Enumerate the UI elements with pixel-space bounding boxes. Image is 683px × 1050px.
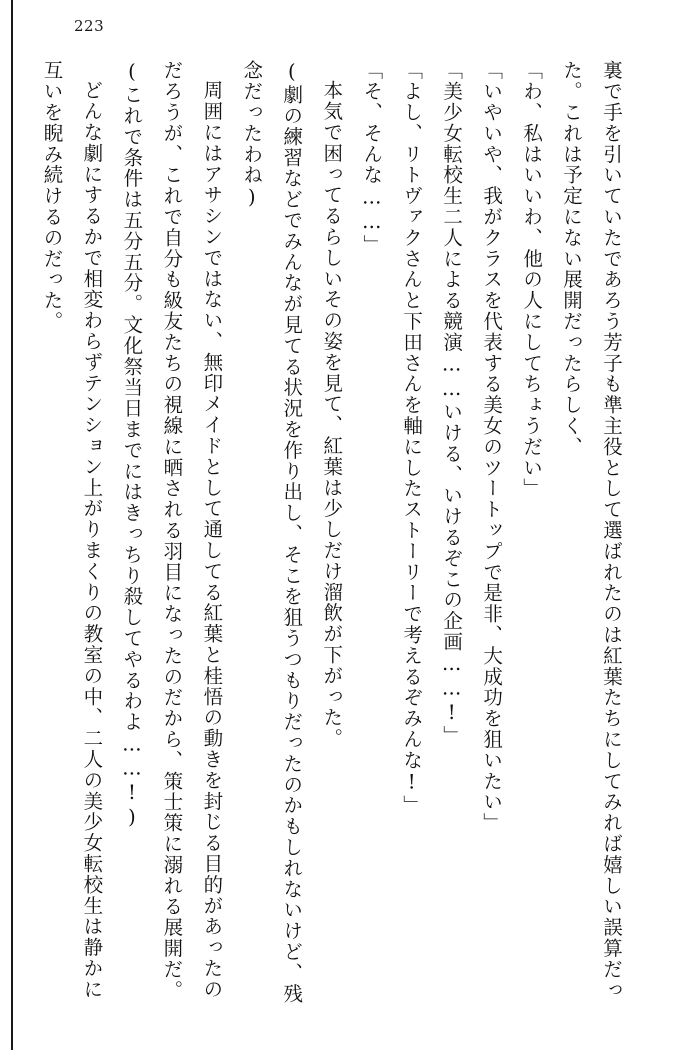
paragraph: 「よし、リトヴァクさんと下田さんを軸にしたストーリーで考えるぞみんな!」 (400, 60, 424, 816)
novel-body-text (40, 60, 631, 1015)
paragraph: 周囲にはアサシンではない、無印メイドとして通してる紅葉と桂悟の動きを封じる目的があったのだろうが、これで自分も級友たちの視線に晒される羽目になったのだから、策士策に溺れる展開だ。 (160, 60, 224, 1001)
paragraph: 裏で手を引いていたであろう芳子も準主役として選ばれたのは紅葉たちにしてみれば嬉しい誤算だった。これは予定にない展開だったらしく、 (560, 60, 623, 1001)
paragraph: 「美少女転校生二人による競演……いける、いけるぞこの企画……!」 (440, 60, 464, 747)
paragraph: 本気で困ってるらしいその姿を見て、紅葉は少しだけ溜飲が下がった。 (320, 79, 344, 749)
paragraph: 「わ、私はいいわ、他の人にしてちょうだい」 (520, 60, 544, 499)
paragraph: (これで条件は五分五分。文化祭当日までにはきっちり殺してやるわよ……!) (120, 60, 144, 830)
paragraph: 「いやいや、我がクラスを代表する美女のツートップで是非、大成功を狙いたい」 (480, 60, 504, 834)
paragraph: (劇の練習などでみんなが見てる状況を作り出し、そこを狙うつもりだったのかもしれないけど、残念だったわね) (240, 60, 304, 1004)
page-edge-rule (11, 0, 13, 1050)
paragraph: どんな劇にするかで相変わらずテンション上がりまくりの教室の中、二人の美少女転校生は静かに互いを睨み続けるのだった。 (40, 60, 104, 1000)
paragraph: 「そ、そんな……」 (360, 60, 384, 256)
page-number: 223 (74, 17, 105, 35)
